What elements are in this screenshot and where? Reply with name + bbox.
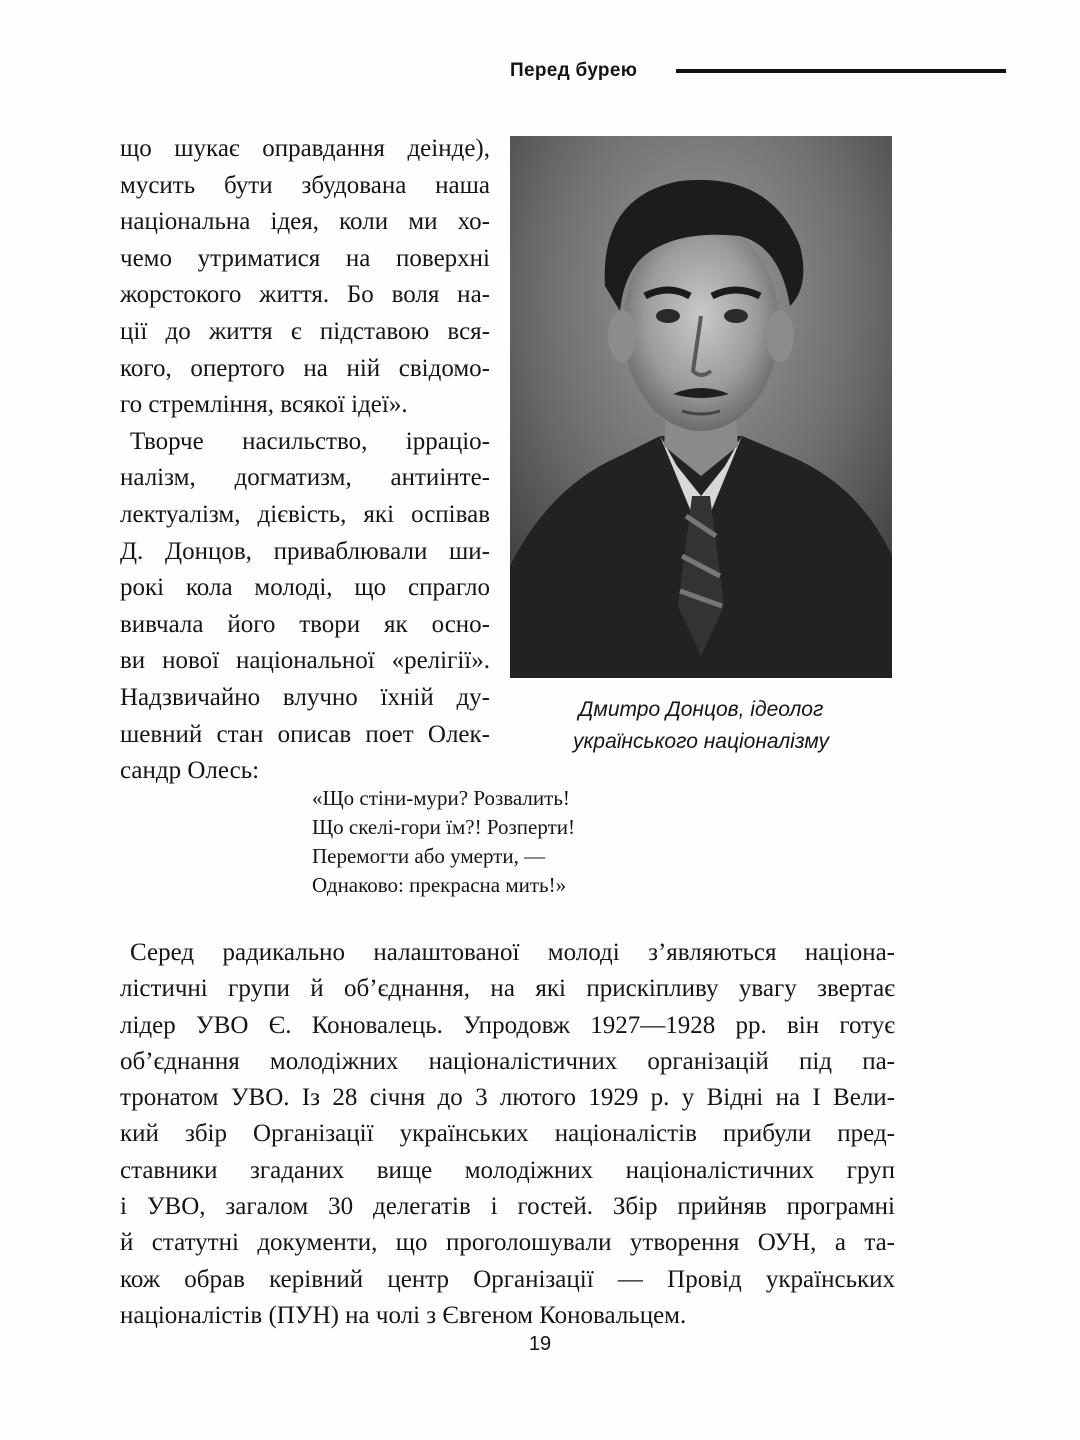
poem-line: Що скелі-гори їм?! Розперти! — [312, 815, 575, 839]
poem-line: Перемогти або умерти, — — [312, 844, 546, 868]
text-line: жорстокого життя. Бо воля на- — [120, 281, 490, 309]
text-line: об’єднання молодіжних націоналістичних організацій під па- — [120, 1047, 895, 1075]
photo-caption — [510, 694, 892, 758]
text-line: ції до життя є підставою вся- — [120, 317, 490, 345]
text-line: що шукає оправдання деінде), — [120, 135, 490, 162]
text-line: кого, опертого на ній свідомо- — [120, 354, 490, 382]
portrait-photo — [510, 136, 892, 678]
text-line: Серед радикально налаштованої молоді з’являються націона- — [130, 939, 895, 966]
paragraph-quote-end — [120, 131, 490, 424]
left-column-text — [120, 131, 490, 790]
caption-line: Дмитро Донцов, ідеолог — [578, 698, 824, 721]
poem-line: Однаково: прекрасна мить!» — [312, 873, 567, 897]
text-line: національна ідея, коли ми хо- — [120, 208, 490, 236]
running-head-rule — [676, 69, 1006, 73]
text-line: лідер УВО Є. Коновалець. Упродовж 1927—1928 рр. він готує — [120, 1011, 895, 1039]
text-line: лектуалізм, дієвість, які оспівав — [120, 500, 490, 528]
text-line: ставники згаданих вище молодіжних націоналістичних груп — [120, 1156, 895, 1184]
body-paragraph — [120, 935, 895, 1334]
text-line: вивчала його твори як осно- — [120, 610, 490, 638]
text-line: шевний стан описав поет Олек- — [120, 720, 490, 748]
text-line: й статутні документи, що проголошували утворення ОУН, а та- — [120, 1229, 895, 1257]
caption-line: українського націоналізму — [572, 730, 830, 753]
portrait-image — [510, 136, 892, 678]
text-line: чемо утриматися на поверхні — [120, 244, 490, 272]
text-line: і УВО, загалом 30 делегатів і гостей. Збір прийняв програмні — [120, 1193, 895, 1221]
text-line: сандр Олесь: — [120, 757, 260, 785]
text-line: Творче насильство, ірраціо- — [130, 427, 490, 455]
text-line: Надзвичайно влучно їхній ду- — [120, 683, 490, 711]
text-line: рокі кола молоді, що спрагло — [120, 574, 490, 602]
poem-line: «Що стіни-мури? Розвалить! — [312, 786, 570, 810]
text-line: лістичні групи й об’єднання, на які прискіпливу увагу звертає — [120, 975, 895, 1003]
paragraph-creative-violence — [120, 424, 490, 790]
text-line: кож обрав керівний центр Організації — Провід українських — [120, 1265, 895, 1293]
text-line: націоналістів (ПУН) на чолі з Євгеном Коновальцем. — [120, 1301, 687, 1329]
running-head-title: Перед бурею — [510, 60, 638, 81]
text-line: мусить бути збудована наша — [120, 171, 490, 199]
page-number: 19 — [528, 1333, 552, 1355]
text-line: тронатом УВО. Із 28 січня до 3 лютого 1929 р. у Відні на І Вели- — [120, 1084, 895, 1112]
text-line: кий збір Організації українських націоналістів прибули пред- — [120, 1120, 895, 1148]
running-head — [510, 60, 1000, 90]
poem-quote — [312, 784, 575, 900]
text-line: налізм, догматизм, антиінте- — [120, 464, 490, 492]
text-line: го стремління, всякої ідеї». — [120, 391, 408, 419]
text-line: ви нової національної «релігії». — [120, 647, 490, 675]
text-line: Д. Донцов, приваблювали ши- — [120, 537, 490, 565]
